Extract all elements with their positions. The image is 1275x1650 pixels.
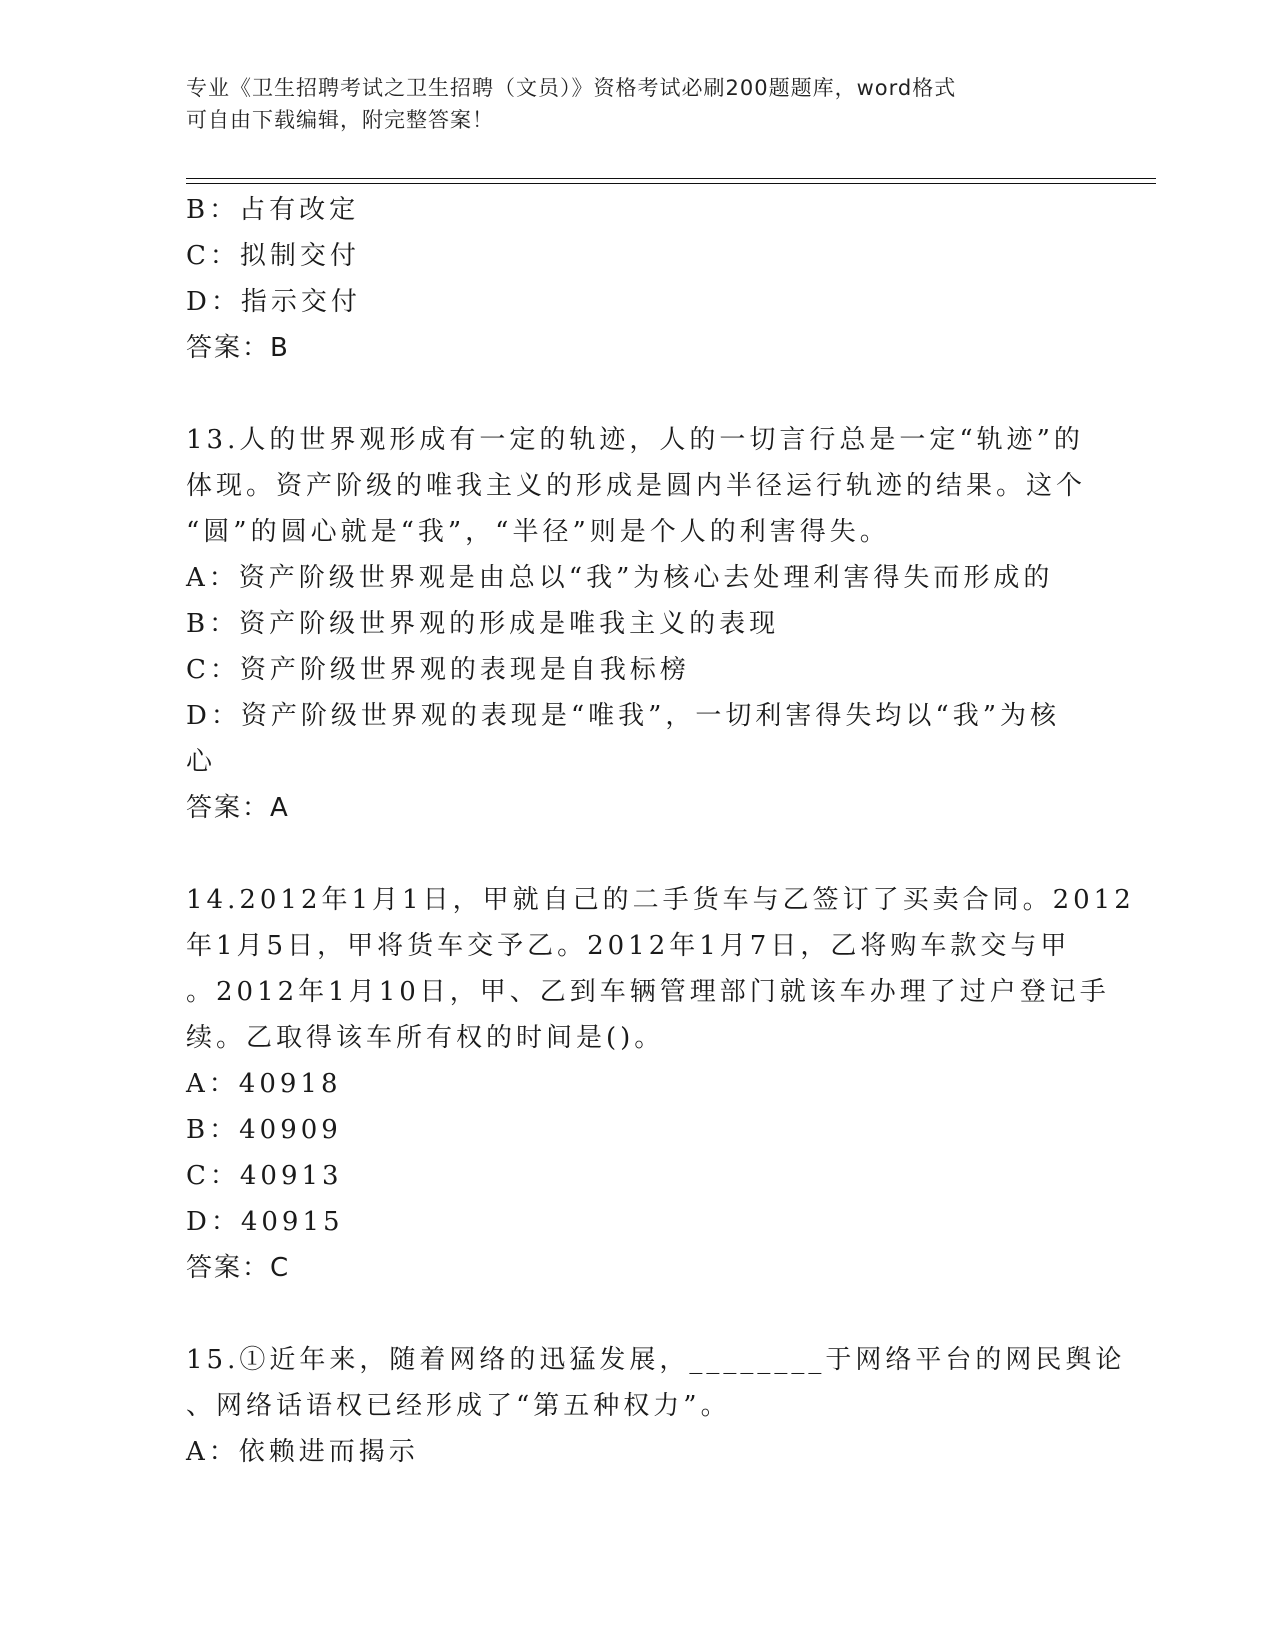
header-rule-top — [186, 178, 1156, 179]
option-d: D：指示交付 — [186, 287, 361, 317]
option-c: C：40913 — [186, 1161, 343, 1191]
question-text-line: 13.人的世界观形成有一定的轨迹，人的一切言行总是一定“轨迹”的 — [186, 425, 1084, 455]
option-c: C：资产阶级世界观的表现是自我标榜 — [186, 655, 690, 685]
option-a: A：资产阶级世界观是由总以“我”为核心去处理利害得失而形成的 — [186, 563, 1054, 593]
question-text-line: 体现。资产阶级的唯我主义的形成是圆内半径运行轨迹的结果。这个 — [186, 471, 1087, 501]
answer: 答案：C — [186, 1253, 291, 1283]
spacer — [186, 371, 1086, 417]
option-d-continued: 心 — [186, 747, 217, 777]
question-text-line: 。2012年1月10日，甲、乙到车辆管理部门就该车办理了过户登记手 — [186, 977, 1110, 1007]
option-a: A：依赖进而揭示 — [186, 1437, 419, 1467]
question-text-line: 15.①近年来，随着网络的迅猛发展，________于网络平台的网民舆论 — [186, 1345, 1126, 1375]
question-text-line: 14.2012年1月1日，甲就自己的二手货车与乙签订了买卖合同。2012 — [186, 885, 1135, 915]
option-a: A：40918 — [186, 1069, 342, 1099]
option-d: D：40915 — [186, 1207, 344, 1237]
option-b: B：占有改定 — [186, 195, 360, 225]
header-rule-bottom — [186, 183, 1156, 184]
question-text-line: 年1月5日，甲将货车交予乙。2012年1月7日，乙将购车款交与甲 — [186, 931, 1071, 961]
spacer — [186, 831, 1086, 877]
header-title-line-2: 可自由下载编辑，附完整答案！ — [186, 108, 494, 132]
question-list — [186, 187, 1135, 1475]
option-b: B：资产阶级世界观的形成是唯我主义的表现 — [186, 609, 780, 639]
option-b: B：40909 — [186, 1115, 342, 1145]
option-c: C：拟制交付 — [186, 241, 360, 271]
document-header — [186, 72, 1066, 136]
question-text-line: 、网络话语权已经形成了“第五种权力”。 — [186, 1391, 731, 1421]
question-15 — [186, 1337, 1126, 1475]
question-text-line: 续。乙取得该车所有权的时间是()。 — [186, 1023, 665, 1053]
question-text-line: “圆”的圆心就是“我”，“半径”则是个人的利害得失。 — [186, 517, 890, 547]
answer: 答案：A — [186, 793, 290, 823]
question-14 — [186, 877, 1135, 1291]
question-13 — [186, 417, 1086, 831]
header-title-line-1: 专业《卫生招聘考试之卫生招聘（文员）》资格考试必刷200题题库，word格式 — [186, 76, 957, 100]
answer: 答案：B — [186, 333, 290, 363]
question-12-tail — [186, 187, 1086, 371]
spacer — [186, 1291, 1086, 1337]
option-d: D：资产阶级世界观的表现是“唯我”，一切利害得失均以“我”为核 — [186, 701, 1061, 731]
